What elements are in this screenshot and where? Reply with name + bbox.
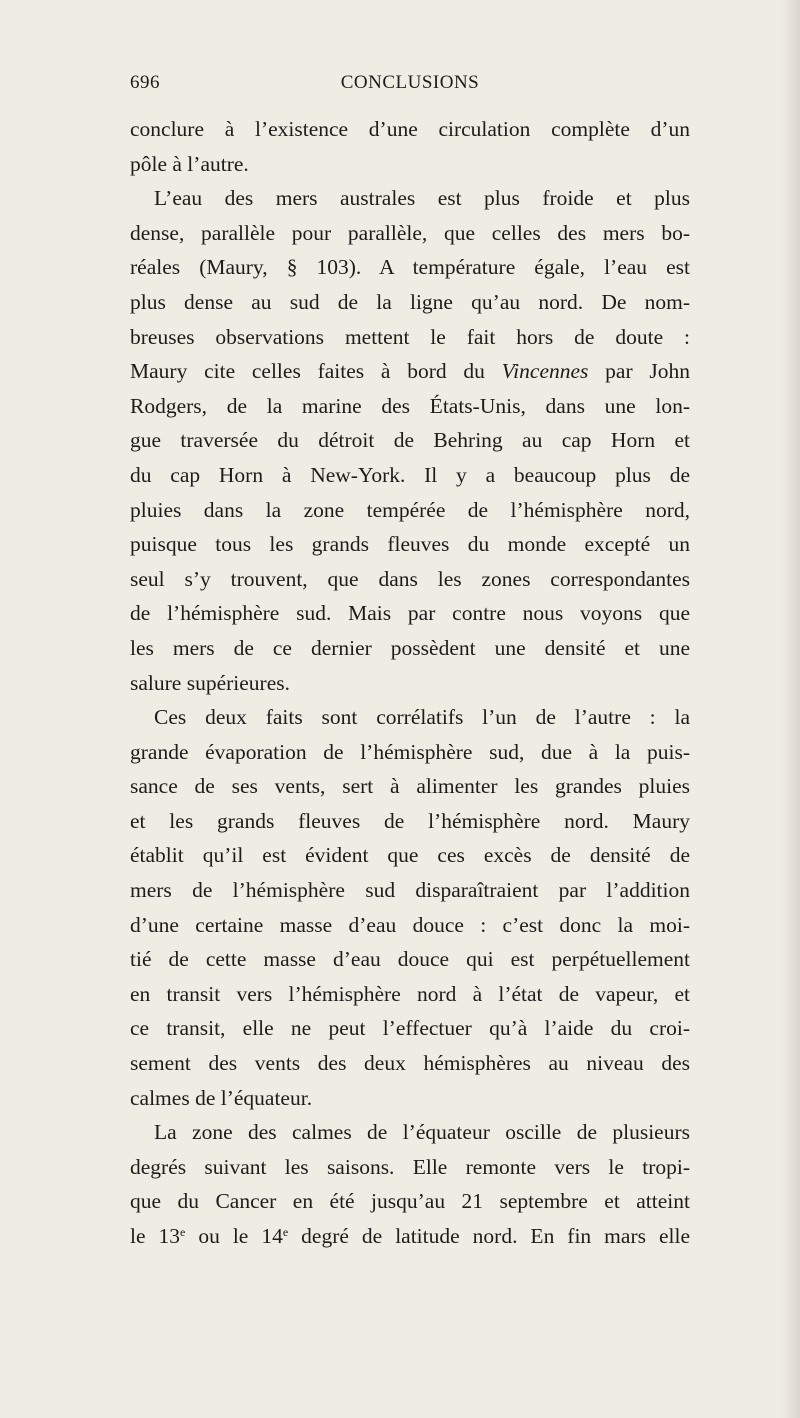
paragraph-start-line: La zone des calmes de l’équateur oscille de plusieurs	[154, 1120, 690, 1145]
running-title: CONCLUSIONS	[340, 72, 480, 93]
text-line: établit qu’il est évident que ces excès de densité de	[130, 843, 690, 868]
text-line: de l’hémisphère sud. Mais par contre nous voyons que	[130, 601, 690, 626]
text-line: plus dense au sud de la ligne qu’au nord. De nom-	[130, 289, 690, 314]
text-line	[130, 354, 690, 389]
text-line: pluies dans la zone tempérée de l’hémisphère nord,	[130, 497, 690, 522]
text-segment: par John	[605, 359, 690, 384]
text-line: que du Cancer en été jusqu’au 21 septembre et atteint	[130, 1189, 690, 1214]
text-line: mers de l’hémisphère sud disparaîtraient par l’addition	[130, 878, 690, 903]
paragraph-start-line: Ces deux faits sont corrélatifs l’un de l’autre : la	[154, 705, 690, 730]
page-header	[130, 72, 690, 102]
text-line: sement des vents des deux hémisphères au niveau des	[130, 1051, 690, 1076]
text-line: Rodgers, de la marine des États-Unis, dans une lon-	[130, 393, 690, 418]
text-line: les mers de ce dernier possèdent une densité et une	[130, 635, 690, 660]
page-edge-shadow	[782, 0, 800, 1418]
body-text	[130, 112, 690, 1254]
text-segment: le 13	[130, 1224, 181, 1248]
text-line: et les grands fleuves de l’hémisphère nord. Maury	[130, 808, 690, 833]
text-line: degrés suivant les saisons. Elle remonte vers le tropi-	[130, 1154, 690, 1179]
text-line: breuses observations mettent le fait hors de doute :	[130, 324, 690, 349]
text-line: sance de ses vents, sert à alimenter les grandes pluies	[130, 774, 690, 799]
paragraph-start-line: L’eau des mers australes est plus froide et plus	[154, 186, 690, 211]
ship-name: Vincennes	[501, 359, 589, 384]
text-line: en transit vers l’hémisphère nord à l’état de vapeur, et	[130, 981, 690, 1006]
text-segment: ou le 14	[198, 1224, 283, 1248]
text-line: seul s’y trouvent, que dans les zones correspondantes	[130, 566, 690, 591]
text-line: gue traversée du détroit de Behring au cap Horn et	[130, 428, 690, 453]
text-line	[130, 1219, 690, 1254]
text-line: conclure à l’existence d’une circulation complète d’un	[130, 117, 690, 141]
page-number: 696	[130, 72, 160, 93]
text-line: dense, parallèle pour parallèle, que celles des mers bo-	[130, 220, 690, 245]
ordinal-superscript: e	[180, 1225, 186, 1239]
text-line: salure supérieures.	[130, 670, 290, 695]
text-line: réales (Maury, § 103). A température égale, l’eau est	[130, 255, 690, 280]
text-line: grande évaporation de l’hémisphère sud, due à la puis-	[130, 739, 690, 764]
text-segment: Maury cite celles faites à bord du	[130, 359, 485, 384]
text-line: pôle à l’autre.	[130, 151, 249, 176]
text-segment: degré de latitude nord. En fin mars elle	[301, 1224, 690, 1248]
text-line: d’une certaine masse d’eau douce : c’est donc la moi-	[130, 912, 690, 937]
text-line: calmes de l’équateur.	[130, 1085, 313, 1110]
text-line: ce transit, elle ne peut l’effectuer qu’à l’aide du croi-	[130, 1016, 690, 1041]
text-line: du cap Horn à New-York. Il y a beaucoup plus de	[130, 462, 690, 487]
text-line: tié de cette masse d’eau douce qui est perpétuellement	[130, 947, 690, 972]
ordinal-superscript: e	[282, 1225, 289, 1239]
text-line: puisque tous les grands fleuves du monde excepté un	[130, 532, 690, 557]
